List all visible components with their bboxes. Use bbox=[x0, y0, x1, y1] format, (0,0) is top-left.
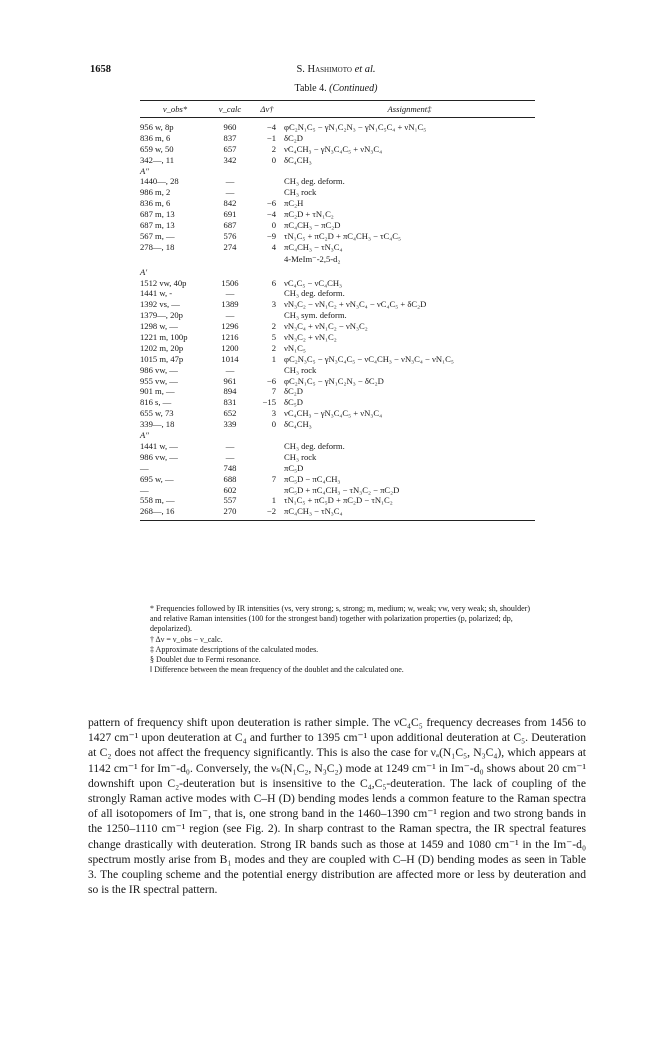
footnote-difference: ‖ Difference between the mean frequency of the doublet and the calculated one. bbox=[150, 665, 404, 675]
data-table bbox=[140, 100, 535, 521]
cell-delta-nu bbox=[250, 452, 284, 463]
table-caption-label: Table 4. bbox=[294, 83, 330, 94]
cell-assignment: πC₅D + πC₄CH₃ − τN₃C₂ − πC₂D bbox=[284, 484, 400, 495]
table-caption bbox=[0, 83, 672, 94]
cell-nu-obs: 1298 w, — bbox=[140, 321, 178, 332]
cell-delta-nu: −4 bbox=[266, 122, 276, 132]
cell-assignment: δC₄CH₃ bbox=[284, 154, 312, 165]
section-label: A″ bbox=[140, 430, 149, 441]
cell-delta-nu: −6 bbox=[266, 375, 276, 386]
cell-nu-calc: — bbox=[225, 364, 235, 375]
cell-delta-nu bbox=[250, 310, 284, 321]
running-head-author: S. Hashimoto bbox=[296, 64, 352, 75]
cell-nu-calc: 652 bbox=[223, 408, 237, 419]
table-body bbox=[140, 122, 535, 517]
cell-nu-obs: 655 w, 73 bbox=[140, 408, 174, 419]
table-row bbox=[140, 376, 535, 387]
cell-assignment: φC₂N₁C₅ − γN₁C₂N₃ − δC₂D bbox=[284, 375, 384, 386]
cell-nu-obs: 558 m, — bbox=[140, 495, 175, 506]
cell-delta-nu bbox=[250, 441, 284, 452]
cell-delta-nu: 1 bbox=[271, 353, 276, 364]
table-row bbox=[140, 242, 535, 253]
cell-nu-calc: 576 bbox=[223, 230, 237, 241]
cell-nu-calc: 894 bbox=[223, 386, 237, 397]
cell-assignment: CH₃ rock bbox=[284, 187, 317, 198]
table-section-row bbox=[140, 267, 535, 278]
cell-nu-obs: 268—, 16 bbox=[140, 506, 175, 517]
cell-delta-nu: −15 bbox=[262, 397, 276, 408]
table-row bbox=[140, 506, 535, 517]
cell-nu-calc: 1296 bbox=[221, 321, 239, 332]
cell-delta-nu: −1 bbox=[266, 132, 276, 143]
cell-nu-obs: 567 m, — bbox=[140, 230, 175, 241]
table-row bbox=[140, 474, 535, 485]
cell-nu-obs: 278—, 18 bbox=[140, 241, 175, 252]
cell-nu-calc: 270 bbox=[223, 506, 237, 517]
cell-nu-obs: 1202 m, 20p bbox=[140, 342, 184, 353]
cell-assignment: δC₂D bbox=[284, 386, 303, 397]
cell-nu-obs: 1379—, 20p bbox=[140, 310, 183, 321]
table-row bbox=[140, 133, 535, 144]
running-head bbox=[0, 64, 672, 75]
cell-nu-obs: 1015 m, 47p bbox=[140, 353, 184, 364]
cell-assignment: νC₄CH₃ − γN₃C₄C₅ + νN₃C₄ bbox=[284, 143, 383, 154]
cell-nu-calc: — bbox=[225, 451, 235, 462]
cell-nu-calc: — bbox=[225, 187, 235, 198]
cell-nu-calc: 657 bbox=[223, 143, 237, 154]
table-caption-continued: (Continued) bbox=[329, 83, 378, 94]
cell-nu-obs: 687 m, 13 bbox=[140, 209, 175, 220]
cell-nu-obs: 836 m, 6 bbox=[140, 132, 171, 143]
cell-delta-nu bbox=[250, 485, 284, 496]
cell-nu-obs: 986 vw, — bbox=[140, 451, 178, 462]
cell-nu-calc: 1216 bbox=[221, 332, 239, 343]
table-row bbox=[140, 463, 535, 474]
cell-assignment: πC₅D − πC₄CH₃ bbox=[284, 473, 341, 484]
cell-nu-calc: 1200 bbox=[221, 342, 239, 353]
cell-nu-obs: — bbox=[140, 462, 149, 473]
cell-delta-nu: 3 bbox=[271, 408, 276, 419]
cell-delta-nu: 0 bbox=[271, 220, 276, 231]
cell-nu-calc: — bbox=[225, 440, 235, 451]
table-row bbox=[140, 278, 535, 289]
cell-nu-obs: 659 w, 50 bbox=[140, 143, 174, 154]
cell-assignment: CH₃ sym. deform. bbox=[284, 310, 347, 321]
cell-delta-nu: 6 bbox=[271, 277, 276, 288]
cell-nu-obs: 1512 vw, 40p bbox=[140, 277, 187, 288]
cell-nu-obs: 986 m, 2 bbox=[140, 187, 171, 198]
table-row bbox=[140, 495, 535, 506]
body-text bbox=[88, 715, 586, 897]
cell-nu-obs: 901 m, — bbox=[140, 386, 175, 397]
table-row bbox=[140, 122, 535, 133]
cell-nu-obs: 342—, 11 bbox=[140, 154, 175, 165]
cell-nu-calc: 691 bbox=[223, 209, 237, 220]
cell-delta-nu: 7 bbox=[271, 473, 276, 484]
section-label: A″ bbox=[140, 165, 149, 176]
table-row bbox=[140, 288, 535, 299]
page-number: 1658 bbox=[90, 64, 111, 75]
table-row bbox=[140, 397, 535, 408]
cell-nu-calc: 274 bbox=[223, 241, 237, 252]
cell-nu-calc: 687 bbox=[223, 220, 237, 231]
table-header bbox=[140, 101, 535, 117]
table-row bbox=[140, 299, 535, 310]
cell-delta-nu: 7 bbox=[271, 386, 276, 397]
cell-nu-calc: 1014 bbox=[221, 353, 239, 364]
table-section-row bbox=[140, 166, 535, 177]
cell-assignment: CH₃ deg. deform. bbox=[284, 440, 345, 451]
cell-assignment: πC₄CH₃ − τN₃C₄ bbox=[284, 506, 343, 517]
header-delta-nu: Δν† bbox=[260, 103, 274, 114]
table-subtitle-row bbox=[140, 253, 535, 267]
cell-nu-calc: 342 bbox=[223, 154, 237, 165]
cell-assignment: νN₃C₂ + νN₁C₂ bbox=[284, 332, 337, 343]
footnote-delta: † Δν = ν_obs − ν_calc. bbox=[150, 634, 223, 644]
cell-assignment: νN₃C₂ − νN₁C₂ + νN₃C₄ − νC₄C₅ + δC₂D bbox=[284, 299, 427, 310]
cell-nu-calc: 688 bbox=[223, 473, 237, 484]
cell-delta-nu: −4 bbox=[266, 209, 276, 220]
cell-delta-nu: 3 bbox=[271, 299, 276, 310]
cell-delta-nu bbox=[250, 288, 284, 299]
cell-assignment: φC₂N₃C₅ − γN₃C₄C₅ − νC₄CH₃ − νN₃C₄ − νN₁C₅ bbox=[284, 353, 454, 364]
cell-delta-nu bbox=[250, 463, 284, 474]
cell-delta-nu: 2 bbox=[271, 143, 276, 154]
cell-assignment: τN₁C₅ + πC₅D + πC₂D − τN₁C₂ bbox=[284, 495, 393, 506]
table-row bbox=[140, 441, 535, 452]
cell-assignment: CH₃ rock bbox=[284, 364, 317, 375]
body-paragraph: pattern of frequency shift upon deuteration is rather simple. The νC₄C₅ frequency decreases from 1456 to 1427 cm⁻¹ upon deuteration at C₄ and further to 1395 cm⁻¹ upon additional deuteration at C₅. Deuteration at C₂ does not affect the frequency significantly. This is also the case for νₐ(N₁C₅, N₃C₄), which appears at 1142 cm⁻¹ for Im⁻-d₀. Conversely, the νₛ(N₁C₂, N₃C₂) mode at 1249 cm⁻¹ in Im⁻-d₀ shows about 20 cm⁻¹ downshift upon C₂-deuteration but is insensitive to the C₄,C₅-deuteration. The lack of coupling of the strongly Raman active modes with C–H (D) bending modes lends a common feature to the Raman spectra of all isotopomers of Im⁻, that is, one strong band in the 1460–1390 cm⁻¹ region and two strong bands in the 1250–1110 cm⁻¹ region (see Fig. 2). In sharp contrast to the Raman spectra, the IR spectral features change drastically with deuteration. Strong IR bands such as those at 1459 and 1080 cm⁻¹ in the Im⁻-d₀ spectrum mostly arise from B₁ modes and they are coupled with C–H (D) bending modes as seen in Table 3. The coupling scheme and the potential energy distribution are affected more or less by deuteration and so is the IR spectral pattern. bbox=[88, 716, 586, 897]
table-section-row bbox=[140, 430, 535, 441]
cell-delta-nu: −9 bbox=[266, 230, 276, 241]
cell-delta-nu: −2 bbox=[266, 506, 276, 517]
cell-assignment: πC₂H bbox=[284, 198, 304, 209]
cell-nu-calc: 960 bbox=[223, 122, 237, 132]
cell-assignment: δC₄CH₃ bbox=[284, 419, 312, 430]
table-row bbox=[140, 485, 535, 496]
section-label: A′ bbox=[140, 266, 148, 277]
cell-delta-nu: 2 bbox=[271, 321, 276, 332]
cell-nu-obs: 836 m, 6 bbox=[140, 198, 171, 209]
cell-delta-nu: 0 bbox=[271, 154, 276, 165]
cell-delta-nu bbox=[250, 176, 284, 187]
cell-nu-calc: 602 bbox=[223, 484, 237, 495]
cell-assignment: νC₄C₅ − νC₄CH₃ bbox=[284, 277, 343, 288]
cell-delta-nu: 2 bbox=[271, 342, 276, 353]
cell-assignment: πC₂D + τN₁C₂ bbox=[284, 209, 334, 220]
cell-nu-calc: 961 bbox=[223, 375, 237, 386]
cell-nu-calc: 557 bbox=[223, 495, 237, 506]
header-nu-obs: ν_obs* bbox=[162, 103, 188, 114]
table-footnotes bbox=[140, 604, 535, 675]
header-nu-calc: ν_calc bbox=[218, 103, 242, 114]
cell-nu-calc: — bbox=[225, 288, 235, 299]
cell-nu-obs: 956 w, 8p bbox=[140, 122, 174, 132]
footnote-doublet: § Doublet due to Fermi resonance. bbox=[150, 655, 261, 665]
table-row bbox=[140, 419, 535, 430]
table-row bbox=[140, 198, 535, 209]
table-header-rule bbox=[140, 117, 535, 118]
table-bottom-rule bbox=[140, 520, 535, 521]
table-row bbox=[140, 176, 535, 187]
cell-nu-obs: 1441 w, - bbox=[140, 288, 173, 299]
cell-nu-calc: — bbox=[225, 176, 235, 187]
cell-assignment: πC₄CH₃ − πC₂D bbox=[284, 220, 341, 231]
cell-nu-obs: 687 m, 13 bbox=[140, 220, 175, 231]
cell-delta-nu: 1 bbox=[271, 495, 276, 506]
cell-nu-obs: 986 vw, — bbox=[140, 364, 178, 375]
cell-assignment: φC₂N₁C₅ − γN₁C₂N₃ − γN₁C₅C₄ + νN₁C₅ bbox=[284, 122, 427, 132]
cell-delta-nu: −6 bbox=[266, 198, 276, 209]
isotopomer-title: 4-MeIm⁻-2,5-d₂ bbox=[284, 253, 341, 264]
cell-nu-obs: — bbox=[140, 484, 149, 495]
cell-nu-obs: 1221 m, 100p bbox=[140, 332, 188, 343]
cell-nu-obs: 955 vw, — bbox=[140, 375, 178, 386]
cell-delta-nu bbox=[250, 365, 284, 376]
table-row bbox=[140, 187, 535, 198]
cell-assignment: πC₄CH₃ − τN₃C₄ bbox=[284, 241, 343, 252]
cell-delta-nu: 4 bbox=[271, 241, 276, 252]
cell-nu-calc: 1506 bbox=[221, 277, 239, 288]
cell-assignment: δC₅D bbox=[284, 397, 303, 408]
cell-nu-obs: 339—, 18 bbox=[140, 419, 175, 430]
table-row bbox=[140, 209, 535, 220]
cell-nu-calc: 831 bbox=[223, 397, 237, 408]
table-row bbox=[140, 321, 535, 332]
table-row bbox=[140, 332, 535, 343]
cell-nu-obs: 695 w, — bbox=[140, 473, 174, 484]
table-row bbox=[140, 452, 535, 463]
table-row bbox=[140, 144, 535, 155]
cell-assignment: CH₃ deg. deform. bbox=[284, 288, 345, 299]
table-row bbox=[140, 408, 535, 419]
table-row bbox=[140, 155, 535, 166]
table-row bbox=[140, 354, 535, 365]
cell-nu-calc: — bbox=[225, 310, 235, 321]
cell-delta-nu: 5 bbox=[271, 332, 276, 343]
cell-nu-obs: 1441 w, — bbox=[140, 440, 178, 451]
cell-nu-calc: 1389 bbox=[221, 299, 239, 310]
header-assignment: Assignment‡ bbox=[387, 103, 432, 114]
cell-nu-calc: 748 bbox=[223, 462, 237, 473]
cell-delta-nu bbox=[250, 187, 284, 198]
table-row bbox=[140, 365, 535, 376]
cell-assignment: νN₃C₄ + νN₁C₂ − νN₃C₂ bbox=[284, 321, 368, 332]
cell-assignment: τN₁C₅ + πC₂D + πC₄CH₃ − τC₄C₅ bbox=[284, 230, 401, 241]
cell-nu-obs: 1440—, 28 bbox=[140, 176, 179, 187]
footnote-frequencies: * Frequencies followed by IR intensities (vs, very strong; s, strong; m, medium; w, weak; vw, very weak; sh, shoulder) and relative Raman intensities (100 for the strongest band) together with polarization properties (p, polarized; dp, depolarized). bbox=[150, 604, 531, 634]
cell-nu-obs: 1392 vs, — bbox=[140, 299, 180, 310]
cell-nu-calc: 837 bbox=[223, 132, 237, 143]
cell-assignment: δC₂D bbox=[284, 132, 303, 143]
cell-assignment: CH₃ rock bbox=[284, 451, 317, 462]
table-row bbox=[140, 220, 535, 231]
cell-assignment: πC₅D bbox=[284, 462, 304, 473]
cell-nu-obs: 816 s, — bbox=[140, 397, 172, 408]
cell-assignment: νC₄CH₃ − γN₃C₄C₅ + νN₃C₄ bbox=[284, 408, 383, 419]
table-row bbox=[140, 343, 535, 354]
table-row bbox=[140, 386, 535, 397]
running-head-etal: et al. bbox=[351, 64, 376, 75]
cell-assignment: νN₁C₅ bbox=[284, 342, 306, 353]
table-row bbox=[140, 231, 535, 242]
footnote-assignment: ‡ Approximate descriptions of the calculated modes. bbox=[150, 644, 319, 654]
cell-delta-nu: 0 bbox=[271, 419, 276, 430]
cell-assignment: CH₃ deg. deform. bbox=[284, 176, 345, 187]
cell-nu-calc: 842 bbox=[223, 198, 237, 209]
table-row bbox=[140, 310, 535, 321]
cell-nu-calc: 339 bbox=[223, 419, 237, 430]
